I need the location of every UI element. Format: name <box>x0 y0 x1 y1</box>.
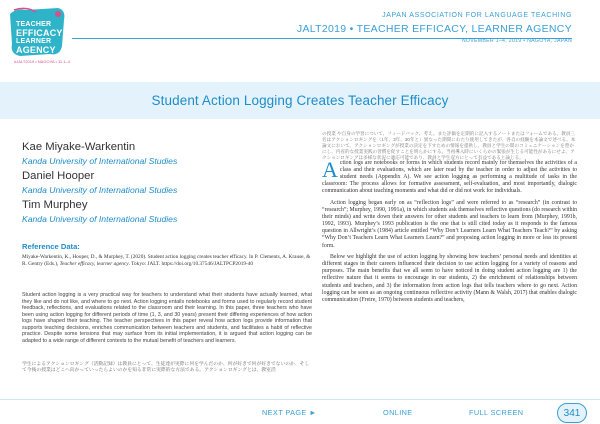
title-bar <box>0 82 600 119</box>
reference-italic: Teacher efficacy, learner agency <box>59 260 129 267</box>
logo-text <box>16 21 63 55</box>
article-title: Student Action Logging Creates Teacher Efficacy <box>151 93 449 108</box>
reference-tail: . Tokyo: JALT. https://doi.org/10.37546/JALTPCP2019-40 <box>128 260 254 267</box>
author-affiliation: Kanda University of International Studies <box>22 214 178 224</box>
body-paragraph: Below we highlight the use of action logging by showing how teachers’ personal needs and identities at different stages in their careers influenced their decision to use action logging for a variety of reasons and purposes. The main benefits that we all seem to have noticed in doing student action logging are 1) the reflective nature that it seems to encourage in our students, 2) the enrichment of relationships between students and teachers, and 3) the information from action logs that tells teachers where to go next. Action logging can be seen as an ongoing continuous reflective activity (Mann & Walsh, 2017) that enables dialogic communication (Freire, 1970) between students and teachers, <box>322 254 577 303</box>
author-name: Daniel Hooper <box>22 170 95 182</box>
conference-header <box>297 12 572 44</box>
body-paragraph: Action logging began early on as “reflection logs” and were referred to as “research” (in contrast to “research”; Murphey, 1990, 1991a), in which students ask themselves reflective questions (do research within their minds) and write down their answers for other students and teachers to learn from (Murphey, 1991b, 1992, 1993). Murphey’s 1993 publication is the one that is still cited today as it responds to the famous question in Allwright’s (1984) article entitled “Why Don’t Learners Learn What Teachers Teach?” by asking “Why Don’t Teachers Learn What Learners Learn?” and proposing action logging in more or less its present form. <box>322 199 577 249</box>
association-name: JAPAN ASSOCIATION FOR LANGUAGE TEACHING <box>382 12 572 19</box>
header-divider <box>72 38 572 39</box>
reference-label: Reference Data: <box>22 242 80 251</box>
logo-subline: #JALT2019 • NAGOYA • 11.1–4 <box>14 59 70 64</box>
next-page-link[interactable]: NEXT PAGE ► <box>262 408 317 417</box>
logo-line-learner: LEARNER <box>16 38 52 45</box>
conference-logo <box>6 6 70 64</box>
article-body <box>322 157 577 308</box>
online-link[interactable]: ONLINE <box>383 408 413 417</box>
footer-divider <box>0 399 600 400</box>
logo-line-teacher: TEACHER <box>16 21 52 28</box>
conference-dates: NOVEMBER 1–4, 2019 • NAGOYA, JAPAN <box>461 38 572 44</box>
conference-title: JALT2019 • TEACHER EFFICACY, LEARNER AGENCY <box>296 23 572 35</box>
abstract-jp: 学生によるアクションロギング（活動記録）は教員にとって、生徒達が実際に何を学んだのか、何が好きで何が好きでないのか、そして今後の授業はどこへ向かっていったらよいのかを知る非常に実際的な方法である。アクションロギングとは、教室活 <box>22 362 310 374</box>
author-affiliation: Kanda University of International Studies <box>22 185 178 195</box>
body-paragraph-text: ction logs are notebooks or forms in which students record mainly for themselves the activities of a class and their evaluations, which are later read by the teacher in order to adjust the activities to student needs (Appendix A). We see action logging as performing a multitude of tasks in the classroom: The process allows for formative assessment, self-evaluation, and most importantly, dialogic communication about teaching moments and what did or did not work for individuals. <box>322 160 577 195</box>
footer-nav <box>0 403 600 424</box>
author-list <box>22 137 312 224</box>
author-name: Kae Miyake-Warkentin <box>22 141 136 153</box>
full-screen-link[interactable]: FULL SCREEN <box>469 408 524 417</box>
reference-data <box>22 254 312 267</box>
logo-line-efficacy: EFFICACY <box>16 28 63 38</box>
body-paragraph <box>322 157 577 195</box>
author-name: Tim Murphey <box>22 199 88 211</box>
reference-main: Miyake-Warkentin, K., Hooper, D., & Murphey, T. (2020). Student action logging creates teacher efficacy. In P. Clements, A. Krause, & R. Gentry (Eds.), <box>22 254 311 267</box>
logo-line-agency: AGENCY <box>16 45 56 55</box>
abstract-en: Student action logging is a very practical way for teachers to understand what their students have actually learned, what they like and do not like, and where to go next. Action logging entails notebooks and forms used to regularly record student feedback, reflections, and evaluations related to the classroom and their learning. In this paper, three teachers who have been using action logging for different periods of time (1, 3, and 30 years) present their differing experiences of how action logs have shaped their teaching. The teacher perspectives in this paper reveal how action logs provide information that supports teaching decisions, enriches communication between teachers and students, and facilitates a habit of reflective practice. Despite some tensions that may surface from its initial implementation, it is argued that action logging can be adapted to a wide range of different contexts to the mutual benefit of teachers and learners. <box>22 292 312 344</box>
author-affiliation: Kanda University of International Studies <box>22 156 178 166</box>
page-number: 341 <box>557 403 587 423</box>
drop-cap: A <box>322 157 338 182</box>
abstract-jp-continued: の授業 や自身の学習について、フィードバック、考え、また評価を定期的に記入するノートまたはフォームである。教員三名はアクションロギングを（1年、3年、30年と）異なった期間にわたり使用してきたが、各自の経験を本論文で述べる。本論文において、アクションロギングが授業の決定を下すための情報を提供し、教員と学生の間のコミュニケーションを豊かにし、内省的な授業実践の習慣を促すことを明らかにする。当初導入時にいくらかの緊張が生じる可能性があるにせよ、アクションロギングは多様な状況に適応可能であり、教員と学生双方にとって有益であると論じる。 <box>322 131 576 160</box>
